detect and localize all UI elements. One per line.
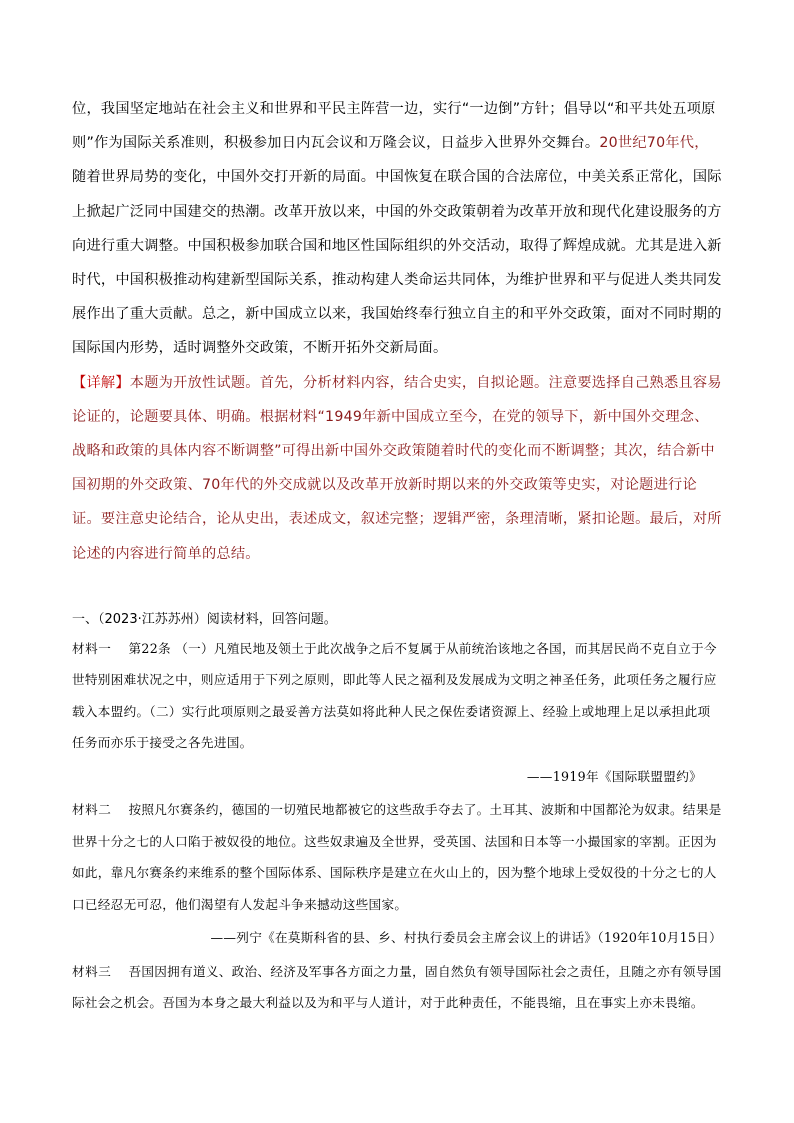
analysis-highlight-1970s: 20世纪70年代， bbox=[599, 135, 709, 152]
detail-paragraph bbox=[72, 366, 722, 571]
material-three-text: 吾国因拥有道义、政治、经济及军事各方面之力量，固自然负有领导国际社会之责任，且随之亦有领导国际社会之机会。吾国为本身之最大利益以及为和平与人道计，对于此种责任，不能畏缩，且在事实上亦未畏缩。 bbox=[72, 963, 722, 1011]
detail-text: 本题为开放性试题。首先，分析材料内容，结合史实，自拟论题。注意要选择自己熟悉且容易论证的，论题要具体、明确。根据材料“1949年新中国成立至今，在党的领导下，新中国外交理念、战略和政策的具体内容不断调整”可得出新中国外交政策随着时代的变化而不断调整；其次，结合新中国初期的外交政策、70年代的外交成就以及改革开放新时期以来的外交政策等史实，对论题进行论证。要注意史论结合，论从史出，表述成文，叙述完整；逻辑严密，条理清晰，紧扣论题。最后，对所论述的内容进行简单的总结。 bbox=[72, 374, 722, 562]
analysis-text-2: 随着世界局势的变化，中国外交打开新的局面。中国恢复在联合国的合法席位，中美关系正常化，国际上掀起广泛同中国建交的热潮。改革开放以来，中国的外交政策朝着为改革开放和现代化建设服务的方向进行重大调整。中国积极参加联合国和地区性国际组织的外交活动，取得了辉煌成就。尤其是进入新时代，中国积极推动构建新型国际关系，推动构建人类命运共同体，为维护世界和平与促进人类共同发展作出了重大贡献。总之，新中国成立以来，我国始终奉行独立自主的和平外交政策，面对不同时期的国际国内形势，适时调整外交政策，不断开拓外交新局面。 bbox=[72, 169, 722, 357]
material-one-label: 材料一 bbox=[72, 640, 112, 656]
page-content bbox=[72, 92, 722, 1019]
analysis-paragraph bbox=[72, 92, 722, 366]
spacer bbox=[72, 571, 722, 601]
material-one-text: 第22条 （一）凡殖民地及领土于此次战争之后不复属于从前统治该地之各国，而其居民尚不克自立于今世特别困难状况之中，则应适用于下列之原则，即此等人民之福利及发展成为文明之神圣任务，此项任务之履行应载入本盟约。（二）实行此项原则之最妥善方法莫如将此种人民之保佐委诸资源上、经验上或地理上足以承担此项任务而亦乐于接受之各先进国。 bbox=[72, 640, 717, 751]
question-heading: 一、（2023·江苏苏州）阅读材料，回答问题。 bbox=[72, 611, 337, 627]
material-one bbox=[72, 633, 722, 759]
material-three-label: 材料三 bbox=[72, 963, 112, 979]
material-two bbox=[72, 794, 722, 920]
material-two-source: ——列宁《在莫斯科省的县、乡、村执行委员会主席会议上的讲话》（1920年10月15日） bbox=[210, 930, 722, 946]
material-three bbox=[72, 956, 722, 1019]
material-one-source: ——1919年《国际联盟盟约》 bbox=[526, 768, 702, 784]
analysis-text-1: 位，我国坚定地站在社会主义和世界和平民主阵营一边，实行“一边倒”方针；倡导以“和平共处五项原则”作为国际关系准则，积极参加日内瓦会议和万隆会议，日益步入世界外交舞台。 bbox=[72, 101, 716, 152]
material-two-label: 材料二 bbox=[72, 802, 112, 818]
detail-label: 【详解】 bbox=[72, 374, 130, 391]
material-two-text: 按照凡尔赛条约，德国的一切殖民地都被它的这些敌手夺去了。土耳其、波斯和中国都沦为奴隶。结果是世界十分之七的人口陷于被奴役的地位。这些奴隶遍及全世界，受英国、法国和日本等一小撮国家的宰割。正因为如此，靠凡尔赛条约来维系的整个国际体系、国际秩序是建立在火山上的，因为整个地球上受奴役的十分之七的人口已经忍无可忍，他们渴望有人发起斗争来撼动这些国家。 bbox=[72, 802, 722, 912]
